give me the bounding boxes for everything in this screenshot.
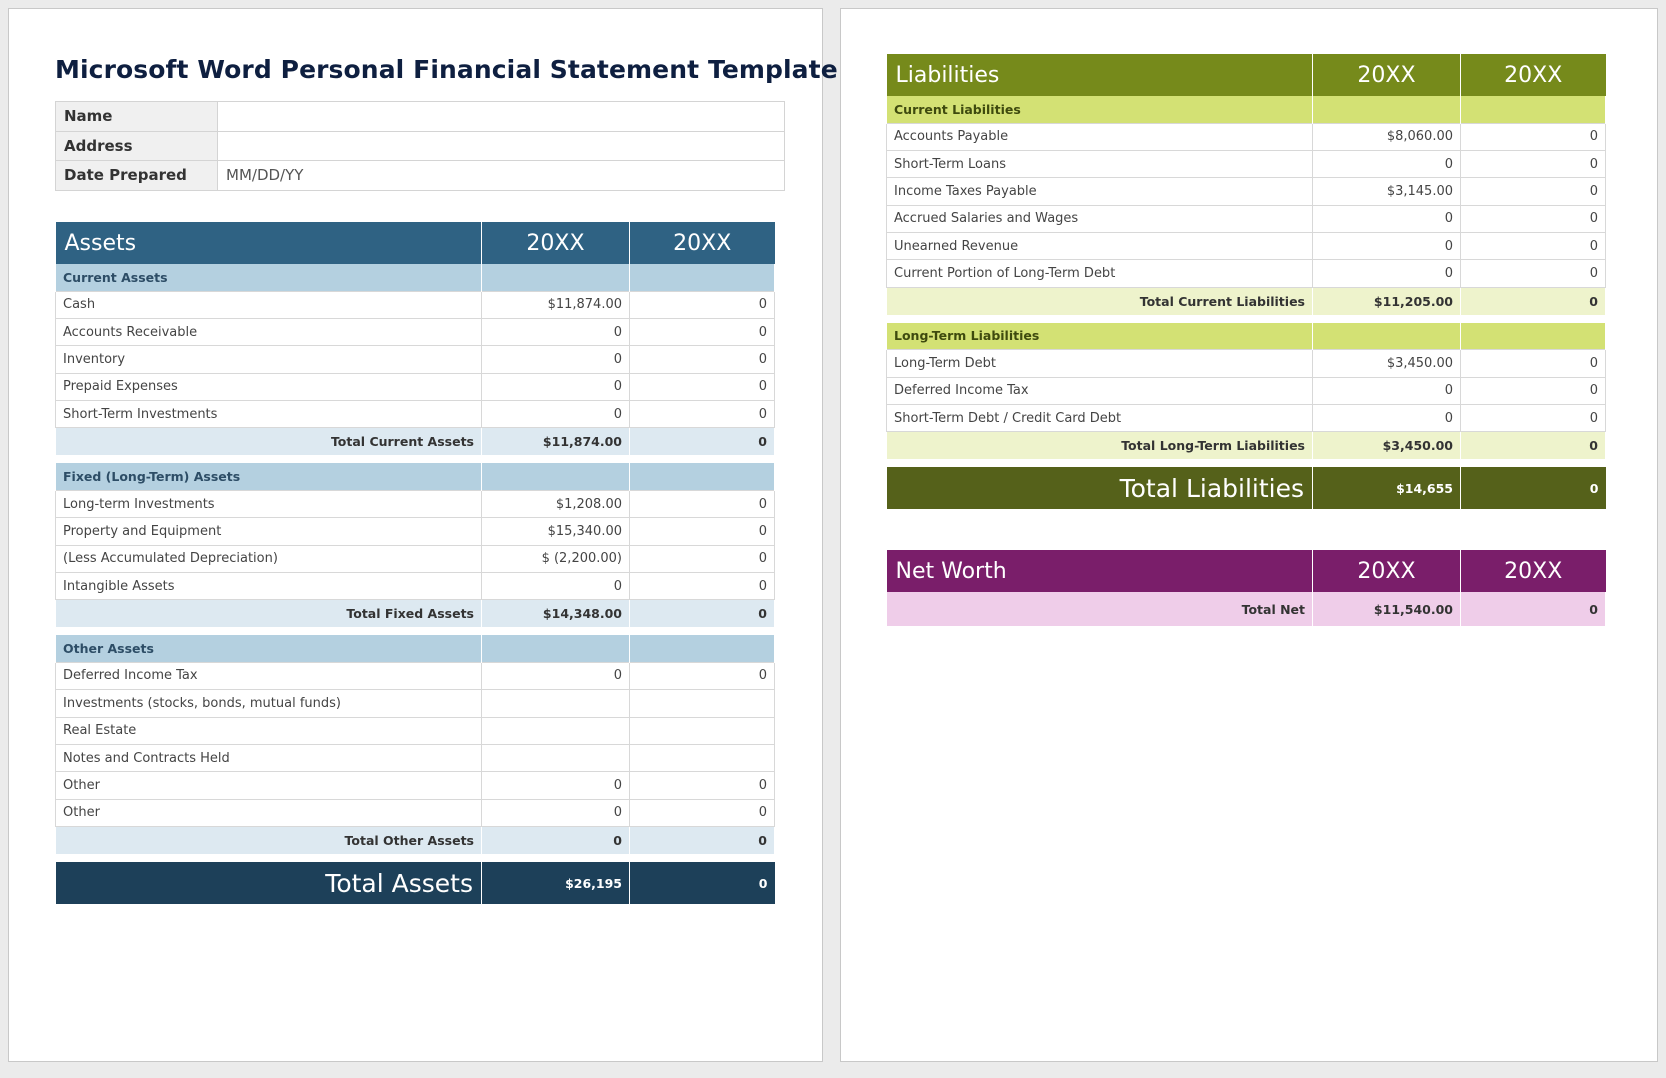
value-cell[interactable]: 0 xyxy=(482,318,630,345)
row-label: Short-Term Loans xyxy=(887,150,1313,177)
value-cell[interactable]: 0 xyxy=(630,772,775,799)
value-cell[interactable]: 0 xyxy=(630,573,775,600)
table-row xyxy=(56,772,775,799)
value-cell[interactable] xyxy=(630,717,775,744)
table-row xyxy=(887,405,1606,432)
table-row xyxy=(887,205,1606,232)
value-cell[interactable]: 0 xyxy=(1313,233,1461,260)
total-label: Total Other Assets xyxy=(56,827,482,854)
assets-table xyxy=(55,222,775,904)
page-1 xyxy=(8,8,838,1062)
row-label: Other xyxy=(56,772,482,799)
table-row xyxy=(56,744,775,771)
address-field[interactable] xyxy=(218,131,785,161)
info-table xyxy=(55,101,785,191)
grand-total-value: 0 xyxy=(630,862,775,904)
value-cell[interactable] xyxy=(482,717,630,744)
section-header-row xyxy=(887,96,1606,123)
row-label: Deferred Income Tax xyxy=(887,377,1313,404)
value-cell[interactable]: $8,060.00 xyxy=(1313,123,1461,150)
section-spacer xyxy=(630,463,775,490)
value-cell[interactable]: 0 xyxy=(482,401,630,428)
year-column-header: 20XX xyxy=(1313,54,1461,96)
value-cell[interactable]: 0 xyxy=(630,662,775,689)
total-value: 0 xyxy=(1461,432,1606,459)
value-cell[interactable]: 0 xyxy=(1313,205,1461,232)
section-total-row xyxy=(887,432,1606,459)
section-spacer xyxy=(630,264,775,291)
total-value: $14,348.00 xyxy=(482,600,630,627)
value-cell[interactable]: 0 xyxy=(630,518,775,545)
row-label: Inventory xyxy=(56,346,482,373)
value-cell[interactable]: 0 xyxy=(1461,377,1606,404)
table-header-title: Liabilities xyxy=(887,54,1313,96)
table-row xyxy=(56,662,775,689)
value-cell[interactable]: 0 xyxy=(630,545,775,572)
total-value: 0 xyxy=(630,428,775,455)
value-cell[interactable]: 0 xyxy=(1461,178,1606,205)
grand-total-row xyxy=(56,862,775,904)
section-spacer xyxy=(482,463,630,490)
row-label: Accrued Salaries and Wages xyxy=(887,205,1313,232)
table-row xyxy=(887,150,1606,177)
table-row xyxy=(56,318,775,345)
info-label: Date Prepared xyxy=(56,161,218,191)
grand-total-value: $26,195 xyxy=(482,862,630,904)
assets-body xyxy=(56,222,775,904)
spacer-row xyxy=(887,459,1606,467)
row-label: Long-Term Debt xyxy=(887,350,1313,377)
total-value: 0 xyxy=(630,600,775,627)
year-column-header: 20XX xyxy=(630,222,775,264)
row-label: Investments (stocks, bonds, mutual funds) xyxy=(56,690,482,717)
info-label: Name xyxy=(56,102,218,132)
row-label: Accounts Receivable xyxy=(56,318,482,345)
liabilities-body xyxy=(887,54,1606,509)
value-cell[interactable]: $15,340.00 xyxy=(482,518,630,545)
grand-total-row xyxy=(887,467,1606,509)
info-row-name xyxy=(56,102,785,132)
spacer xyxy=(56,455,775,463)
table-row xyxy=(56,490,775,517)
value-cell[interactable]: 0 xyxy=(1461,233,1606,260)
value-cell[interactable]: 0 xyxy=(1461,123,1606,150)
value-cell[interactable]: $ (2,200.00) xyxy=(482,545,630,572)
value-cell[interactable] xyxy=(482,690,630,717)
value-cell[interactable] xyxy=(630,690,775,717)
table-row xyxy=(56,346,775,373)
row-label: Short-Term Debt / Credit Card Debt xyxy=(887,405,1313,432)
value-cell[interactable]: 0 xyxy=(1461,205,1606,232)
value-cell[interactable]: 0 xyxy=(1461,150,1606,177)
value-cell[interactable]: 0 xyxy=(630,291,775,318)
value-cell[interactable]: 0 xyxy=(482,772,630,799)
info-label: Address xyxy=(56,131,218,161)
table-row xyxy=(887,123,1606,150)
value-cell[interactable]: 0 xyxy=(630,490,775,517)
grand-total-value: $14,655 xyxy=(1313,467,1461,509)
table-header-row xyxy=(887,54,1606,96)
total-value: 0 xyxy=(630,827,775,854)
year-column-header: 20XX xyxy=(1313,550,1461,592)
value-cell[interactable]: 0 xyxy=(630,318,775,345)
value-cell[interactable]: 0 xyxy=(1461,405,1606,432)
year-column-header: 20XX xyxy=(1461,54,1606,96)
table-row xyxy=(887,377,1606,404)
total-label: Total Net xyxy=(887,592,1313,626)
table-row xyxy=(56,799,775,826)
value-cell[interactable]: 0 xyxy=(482,373,630,400)
spacer xyxy=(887,459,1606,467)
info-row-date xyxy=(56,161,785,191)
table-row xyxy=(56,291,775,318)
value-cell[interactable]: 0 xyxy=(482,799,630,826)
section-spacer xyxy=(1461,96,1606,123)
grand-total-label: Total Liabilities xyxy=(887,467,1313,509)
section-spacer xyxy=(1313,96,1461,123)
value-cell[interactable]: 0 xyxy=(630,401,775,428)
table-header-title: Assets xyxy=(56,222,482,264)
row-label: Other xyxy=(56,799,482,826)
value-cell[interactable]: 0 xyxy=(482,346,630,373)
row-label: Cash xyxy=(56,291,482,318)
name-field[interactable] xyxy=(218,102,785,132)
row-label: Deferred Income Tax xyxy=(56,662,482,689)
grand-total-label: Total Assets xyxy=(56,862,482,904)
section-header-row xyxy=(56,264,775,291)
row-label: Property and Equipment xyxy=(56,518,482,545)
spacer-row xyxy=(56,627,775,635)
section-header-row xyxy=(887,323,1606,350)
section-spacer xyxy=(630,635,775,662)
total-label: Total Current Liabilities xyxy=(887,287,1313,314)
row-label: Notes and Contracts Held xyxy=(56,744,482,771)
value-cell[interactable]: 0 xyxy=(482,662,630,689)
spacer-row xyxy=(56,854,775,862)
table-row xyxy=(56,373,775,400)
row-label: (Less Accumulated Depreciation) xyxy=(56,545,482,572)
table-row xyxy=(887,178,1606,205)
total-value: $3,450.00 xyxy=(1313,432,1461,459)
table-row xyxy=(56,690,775,717)
value-cell[interactable]: 0 xyxy=(482,573,630,600)
value-cell[interactable]: 0 xyxy=(1313,377,1461,404)
total-label: Total Long-Term Liabilities xyxy=(887,432,1313,459)
section-total-row xyxy=(56,600,775,627)
spacer xyxy=(887,315,1606,323)
row-label: Long-term Investments xyxy=(56,490,482,517)
row-label: Real Estate xyxy=(56,717,482,744)
section-title: Current Assets xyxy=(56,264,482,291)
value-cell[interactable]: 0 xyxy=(1313,405,1461,432)
table-row xyxy=(56,573,775,600)
section-spacer xyxy=(1461,323,1606,350)
year-column-header: 20XX xyxy=(482,222,630,264)
value-cell[interactable]: 0 xyxy=(1461,350,1606,377)
total-value: 0 xyxy=(482,827,630,854)
section-total-row xyxy=(56,428,775,455)
value-cell[interactable]: 0 xyxy=(1461,260,1606,287)
row-label: Short-Term Investments xyxy=(56,401,482,428)
row-label: Unearned Revenue xyxy=(887,233,1313,260)
value-cell[interactable]: 0 xyxy=(630,799,775,826)
value-cell[interactable]: $3,145.00 xyxy=(1313,178,1461,205)
row-label: Intangible Assets xyxy=(56,573,482,600)
table-header-title: Net Worth xyxy=(887,550,1313,592)
row-label: Accounts Payable xyxy=(887,123,1313,150)
value-cell[interactable]: 0 xyxy=(630,373,775,400)
table-row xyxy=(56,518,775,545)
row-label: Current Portion of Long-Term Debt xyxy=(887,260,1313,287)
total-value: $11,540.00 xyxy=(1313,592,1461,626)
net-worth-body xyxy=(887,550,1606,626)
section-title: Long-Term Liabilities xyxy=(887,323,1313,350)
document-title: Microsoft Word Personal Financial Statement Template xyxy=(55,55,838,84)
section-spacer xyxy=(1313,323,1461,350)
section-title: Other Assets xyxy=(56,635,482,662)
value-cell[interactable]: 0 xyxy=(1313,150,1461,177)
table-row xyxy=(56,401,775,428)
value-cell[interactable]: $1,208.00 xyxy=(482,490,630,517)
total-value: 0 xyxy=(1461,592,1606,626)
table-row xyxy=(887,233,1606,260)
section-title: Fixed (Long-Term) Assets xyxy=(56,463,482,490)
section-header-row xyxy=(56,463,775,490)
page-2 xyxy=(840,8,1658,1062)
row-label: Prepaid Expenses xyxy=(56,373,482,400)
table-row xyxy=(887,260,1606,287)
spacer xyxy=(56,627,775,635)
year-column-header: 20XX xyxy=(1461,550,1606,592)
grand-total-value: 0 xyxy=(1461,467,1606,509)
info-row-address xyxy=(56,131,785,161)
section-title: Current Liabilities xyxy=(887,96,1313,123)
net-worth-table xyxy=(886,550,1606,626)
total-value: $11,874.00 xyxy=(482,428,630,455)
total-value: $11,205.00 xyxy=(1313,287,1461,314)
spacer-row xyxy=(887,315,1606,323)
total-label: Total Current Assets xyxy=(56,428,482,455)
value-cell[interactable]: $11,874.00 xyxy=(482,291,630,318)
value-cell[interactable] xyxy=(630,744,775,771)
total-value: 0 xyxy=(1461,287,1606,314)
section-spacer xyxy=(482,264,630,291)
table-row xyxy=(56,717,775,744)
value-cell[interactable]: $3,450.00 xyxy=(1313,350,1461,377)
value-cell[interactable]: 0 xyxy=(630,346,775,373)
section-total-row xyxy=(56,827,775,854)
table-header-row xyxy=(56,222,775,264)
table-header-row xyxy=(887,550,1606,592)
section-spacer xyxy=(482,635,630,662)
spacer-row xyxy=(56,455,775,463)
table-row xyxy=(887,350,1606,377)
liabilities-table xyxy=(886,54,1606,509)
table-row xyxy=(56,545,775,572)
date-prepared-field[interactable]: MM/DD/YY xyxy=(218,161,785,191)
total-label: Total Fixed Assets xyxy=(56,600,482,627)
value-cell[interactable] xyxy=(482,744,630,771)
section-total-row xyxy=(887,592,1606,626)
section-total-row xyxy=(887,287,1606,314)
value-cell[interactable]: 0 xyxy=(1313,260,1461,287)
section-header-row xyxy=(56,635,775,662)
spacer xyxy=(56,854,775,862)
row-label: Income Taxes Payable xyxy=(887,178,1313,205)
